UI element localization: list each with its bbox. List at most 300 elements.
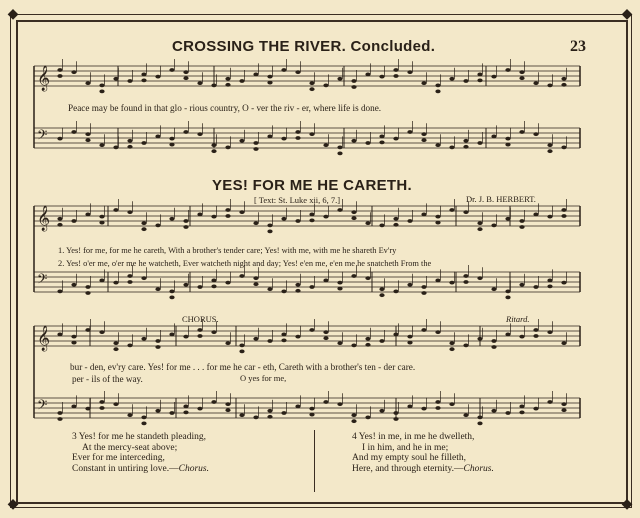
note-head	[337, 146, 342, 150]
chorus-label: CHORUS.	[182, 314, 219, 324]
note-head	[351, 274, 356, 278]
note-head	[379, 135, 384, 139]
note-head	[337, 77, 342, 81]
note-head	[141, 221, 146, 225]
note-head	[113, 146, 118, 150]
note-head	[421, 213, 426, 217]
note-head	[253, 73, 258, 77]
note-head	[99, 215, 104, 219]
note-head	[253, 416, 258, 420]
note-head	[477, 73, 482, 77]
note-head	[393, 333, 398, 337]
note-head	[225, 408, 230, 412]
note-head	[505, 290, 510, 294]
note-head	[141, 416, 146, 420]
lyric-line-3: bur - den, ev'ry care. Yes! for me . . . for me he car - eth, Careth with a brother's ten - der care.	[70, 362, 416, 372]
note-head	[519, 130, 524, 134]
note-head	[435, 215, 440, 219]
note-head	[113, 281, 118, 285]
verse-line: 4 Yes! in me, in me he dwelleth,	[352, 432, 475, 442]
note-head	[253, 147, 258, 151]
note-head	[295, 283, 300, 287]
note-head	[351, 344, 356, 348]
note-head	[113, 402, 118, 406]
note-head	[155, 339, 160, 343]
note-head	[141, 227, 146, 231]
note-head	[57, 333, 62, 337]
note-head	[239, 413, 244, 417]
note-head	[197, 328, 202, 332]
note-head	[547, 285, 552, 289]
note-head	[309, 87, 314, 91]
note-head	[211, 400, 216, 404]
note-head	[365, 276, 370, 280]
note-head	[127, 79, 132, 83]
corner-ornament-icon: ◆	[621, 497, 633, 512]
note-head	[85, 291, 90, 295]
note-head	[505, 137, 510, 141]
note-head	[113, 347, 118, 351]
note-head	[183, 76, 188, 80]
page-number: 23	[570, 38, 586, 55]
note-head	[281, 339, 286, 343]
note-head	[491, 287, 496, 291]
note-head	[337, 341, 342, 345]
note-head	[225, 341, 230, 345]
note-head	[435, 84, 440, 88]
chorus-ref: Chorus.	[178, 463, 209, 474]
note-head	[57, 68, 62, 72]
note-head	[295, 289, 300, 293]
note-head	[183, 335, 188, 339]
note-head	[393, 223, 398, 227]
note-head	[309, 213, 314, 217]
note-head	[407, 405, 412, 409]
note-head	[379, 141, 384, 145]
note-head	[85, 285, 90, 289]
note-head	[449, 208, 454, 212]
note-head	[99, 221, 104, 225]
note-head	[57, 417, 62, 421]
note-head	[169, 333, 174, 337]
note-head	[183, 405, 188, 409]
note-head	[295, 335, 300, 339]
note-head	[141, 276, 146, 280]
note-head	[463, 280, 468, 284]
note-head	[211, 84, 216, 88]
note-head	[141, 141, 146, 145]
note-head	[393, 74, 398, 78]
note-head	[309, 413, 314, 417]
note-head	[99, 279, 104, 283]
note-head	[337, 152, 342, 156]
note-head	[267, 135, 272, 139]
note-head	[239, 79, 244, 83]
lyric-line-3b: per - ils of the way.	[72, 374, 143, 384]
note-head	[435, 400, 440, 404]
note-head	[449, 347, 454, 351]
note-head	[225, 281, 230, 285]
note-head	[281, 68, 286, 72]
note-head	[477, 422, 482, 426]
note-head	[71, 283, 76, 287]
note-head	[463, 79, 468, 83]
note-head	[519, 219, 524, 223]
note-head	[379, 409, 384, 413]
note-head	[449, 341, 454, 345]
note-head	[365, 73, 370, 77]
note-head	[309, 285, 314, 289]
note-head	[379, 287, 384, 291]
note-head	[155, 75, 160, 79]
note-head	[561, 402, 566, 406]
note-head	[547, 143, 552, 147]
note-head	[99, 330, 104, 334]
text-reference: [ Text: St. Luke xii, 6, 7.]	[254, 195, 341, 205]
note-head	[547, 215, 552, 219]
note-head	[519, 283, 524, 287]
note-head	[477, 227, 482, 231]
note-head	[211, 330, 216, 334]
note-head	[491, 345, 496, 349]
note-head	[253, 276, 258, 280]
note-head	[239, 274, 244, 278]
note-head	[337, 402, 342, 406]
note-head	[141, 337, 146, 341]
corner-ornament-icon: ◆	[7, 497, 19, 512]
composer-credit: Dr. J. B. HERBERT.	[466, 194, 536, 204]
note-head	[239, 210, 244, 214]
note-head	[505, 217, 510, 221]
note-head	[239, 344, 244, 348]
note-head	[379, 224, 384, 228]
note-head	[253, 337, 258, 341]
note-head	[267, 409, 272, 413]
note-head	[449, 281, 454, 285]
note-head	[127, 344, 132, 348]
ritard-label: Ritard.	[506, 314, 530, 324]
note-head	[421, 138, 426, 142]
note-head	[463, 413, 468, 417]
note-head	[393, 290, 398, 294]
note-head	[393, 217, 398, 221]
note-head	[183, 70, 188, 74]
note-head	[225, 146, 230, 150]
note-head	[183, 219, 188, 223]
note-head	[281, 137, 286, 141]
note-head	[211, 215, 216, 219]
bass-cue: O yes for me,	[240, 373, 287, 383]
treble-clef-icon: 𝄞	[37, 326, 51, 351]
note-head	[169, 217, 174, 221]
note-head	[337, 281, 342, 285]
note-head	[547, 400, 552, 404]
note-head	[393, 68, 398, 72]
note-head	[323, 143, 328, 147]
note-head	[351, 210, 356, 214]
note-head	[365, 343, 370, 347]
note-head	[463, 274, 468, 278]
note-head	[365, 141, 370, 145]
note-head	[561, 83, 566, 87]
note-head	[351, 85, 356, 89]
note-head	[519, 70, 524, 74]
note-head	[309, 219, 314, 223]
note-head	[477, 337, 482, 341]
note-head	[379, 293, 384, 297]
note-head	[463, 139, 468, 143]
bass-clef-icon: 𝄢	[37, 397, 48, 416]
note-head	[281, 411, 286, 415]
note-head	[407, 341, 412, 345]
note-head	[421, 328, 426, 332]
note-head	[561, 214, 566, 218]
note-head	[533, 213, 538, 217]
note-head	[99, 143, 104, 147]
note-head	[99, 84, 104, 88]
note-head	[253, 141, 258, 145]
note-head	[57, 137, 62, 141]
note-head	[85, 138, 90, 142]
note-head	[407, 335, 412, 339]
verse-divider	[314, 430, 315, 492]
note-head	[281, 290, 286, 294]
note-head	[561, 146, 566, 150]
note-head	[393, 417, 398, 421]
note-head	[71, 341, 76, 345]
note-head	[561, 281, 566, 285]
note-head	[99, 400, 104, 404]
note-head	[183, 283, 188, 287]
note-head	[505, 143, 510, 147]
note-head	[169, 143, 174, 147]
lyric-line-1: Peace may be found in that glo - rious country, O - ver the riv - er, where life is done.	[68, 103, 382, 113]
verse-line: At the mercy-seat above;	[82, 442, 178, 453]
note-head	[323, 279, 328, 283]
note-head	[309, 328, 314, 332]
verse-line: 3 Yes! for me he standeth pleading,	[72, 432, 207, 442]
note-head	[71, 335, 76, 339]
note-head	[169, 68, 174, 72]
note-head	[141, 73, 146, 77]
note-head	[295, 405, 300, 409]
note-head	[85, 328, 90, 332]
note-head	[155, 345, 160, 349]
note-head	[295, 70, 300, 74]
note-head	[71, 219, 76, 223]
note-head	[407, 283, 412, 287]
note-head	[85, 81, 90, 85]
verse-2-line: 2. Yes! o'er me, o'er me he watcheth, Ever watcheth night and day; Yes! e'en me, e'en me he snatcheth From the	[58, 259, 432, 268]
note-head	[197, 407, 202, 411]
note-head	[533, 407, 538, 411]
note-head	[337, 287, 342, 291]
note-head	[547, 84, 552, 88]
verse-1-line: 1. Yes! for me, for me he careth, With a brother's tender care; Yes! with me, with me he shareth Ev'ry	[58, 246, 397, 255]
note-head	[267, 339, 272, 343]
treble-clef-icon: 𝄞	[37, 206, 51, 231]
note-head	[463, 210, 468, 214]
note-head	[407, 70, 412, 74]
note-head	[197, 334, 202, 338]
note-head	[421, 285, 426, 289]
note-head	[421, 81, 426, 85]
note-head	[169, 290, 174, 294]
note-head	[211, 285, 216, 289]
note-head	[141, 422, 146, 426]
note-head	[407, 130, 412, 134]
verse-line: I in him, and he in me;	[362, 442, 449, 453]
note-head	[57, 217, 62, 221]
note-head	[519, 405, 524, 409]
note-head	[127, 280, 132, 284]
note-head	[449, 402, 454, 406]
page-title: CROSSING THE RIVER. Concluded.	[172, 38, 436, 55]
note-head	[449, 77, 454, 81]
note-head	[267, 287, 272, 291]
note-head	[239, 350, 244, 354]
note-head	[519, 411, 524, 415]
note-head	[435, 279, 440, 283]
note-head	[533, 285, 538, 289]
note-head	[127, 145, 132, 149]
note-head	[155, 409, 160, 413]
note-head	[211, 143, 216, 147]
note-head	[533, 81, 538, 85]
note-head	[477, 79, 482, 83]
note-head	[561, 208, 566, 212]
note-head	[197, 213, 202, 217]
note-head	[225, 83, 230, 87]
note-head	[379, 339, 384, 343]
note-head	[519, 76, 524, 80]
note-head	[351, 216, 356, 220]
note-head	[547, 279, 552, 283]
note-head	[393, 411, 398, 415]
note-head	[57, 74, 62, 78]
verse-4: 4 Yes! in me, in me he dwelleth, I in him, and he in me; And my empty soul he filleth, Here, and through eternity.—Chorus.	[352, 432, 494, 474]
note-head	[421, 407, 426, 411]
note-head	[127, 139, 132, 143]
note-head	[57, 290, 62, 294]
note-head	[155, 224, 160, 228]
note-head	[491, 224, 496, 228]
treble-clef-icon: 𝄞	[37, 66, 51, 91]
note-head	[99, 90, 104, 94]
note-head	[463, 344, 468, 348]
note-head	[85, 407, 90, 411]
note-head	[113, 341, 118, 345]
note-head	[225, 402, 230, 406]
note-head	[267, 230, 272, 234]
note-head	[561, 341, 566, 345]
note-head	[463, 145, 468, 149]
note-head	[477, 416, 482, 420]
note-head	[407, 219, 412, 223]
note-head	[519, 225, 524, 229]
note-head	[295, 130, 300, 134]
note-head	[435, 330, 440, 334]
note-head	[337, 208, 342, 212]
verse-line: And my empty soul he filleth,	[352, 453, 466, 464]
note-head	[547, 330, 552, 334]
note-head	[351, 79, 356, 83]
note-head	[155, 287, 160, 291]
note-head	[267, 75, 272, 79]
note-head	[309, 407, 314, 411]
note-head	[267, 415, 272, 419]
note-head	[295, 136, 300, 140]
note-head	[323, 336, 328, 340]
note-head	[505, 68, 510, 72]
note-head	[57, 223, 62, 227]
note-head	[547, 149, 552, 153]
note-head	[295, 219, 300, 223]
note-head	[393, 137, 398, 141]
note-head	[309, 81, 314, 85]
note-head	[99, 406, 104, 410]
note-head	[267, 224, 272, 228]
note-head	[183, 130, 188, 134]
note-head	[477, 221, 482, 225]
note-head	[57, 411, 62, 415]
note-head	[435, 221, 440, 225]
note-head	[141, 79, 146, 83]
note-head	[197, 132, 202, 136]
hymn-title: YES! FOR ME HE CARETH.	[212, 177, 412, 194]
note-head	[323, 330, 328, 334]
note-head	[561, 408, 566, 412]
note-head	[169, 411, 174, 415]
note-head	[85, 213, 90, 217]
note-head	[421, 132, 426, 136]
corner-ornament-icon: ◆	[621, 7, 633, 22]
note-head	[505, 411, 510, 415]
note-head	[323, 215, 328, 219]
note-head	[505, 333, 510, 337]
note-head	[113, 208, 118, 212]
note-head	[183, 225, 188, 229]
note-head	[323, 400, 328, 404]
note-head	[71, 405, 76, 409]
note-head	[225, 77, 230, 81]
note-head	[127, 413, 132, 417]
chorus-ref: Chorus.	[463, 463, 494, 474]
verse-line: Constant in untiring love.	[72, 463, 170, 474]
note-head	[435, 90, 440, 94]
note-head	[491, 135, 496, 139]
bass-clef-icon: 𝄢	[37, 271, 48, 290]
note-head	[211, 279, 216, 283]
note-head	[379, 75, 384, 79]
verse-line: Here, and through eternity.	[352, 463, 454, 474]
note-head	[253, 221, 258, 225]
note-head	[351, 419, 356, 423]
note-head	[225, 214, 230, 218]
note-head	[281, 217, 286, 221]
note-head	[253, 282, 258, 286]
note-head	[449, 146, 454, 150]
note-head	[533, 328, 538, 332]
note-head	[309, 132, 314, 136]
note-head	[519, 335, 524, 339]
note-head	[197, 81, 202, 85]
note-head	[561, 77, 566, 81]
note-head	[435, 406, 440, 410]
note-head	[365, 221, 370, 225]
note-head	[225, 208, 230, 212]
note-head	[211, 149, 216, 153]
